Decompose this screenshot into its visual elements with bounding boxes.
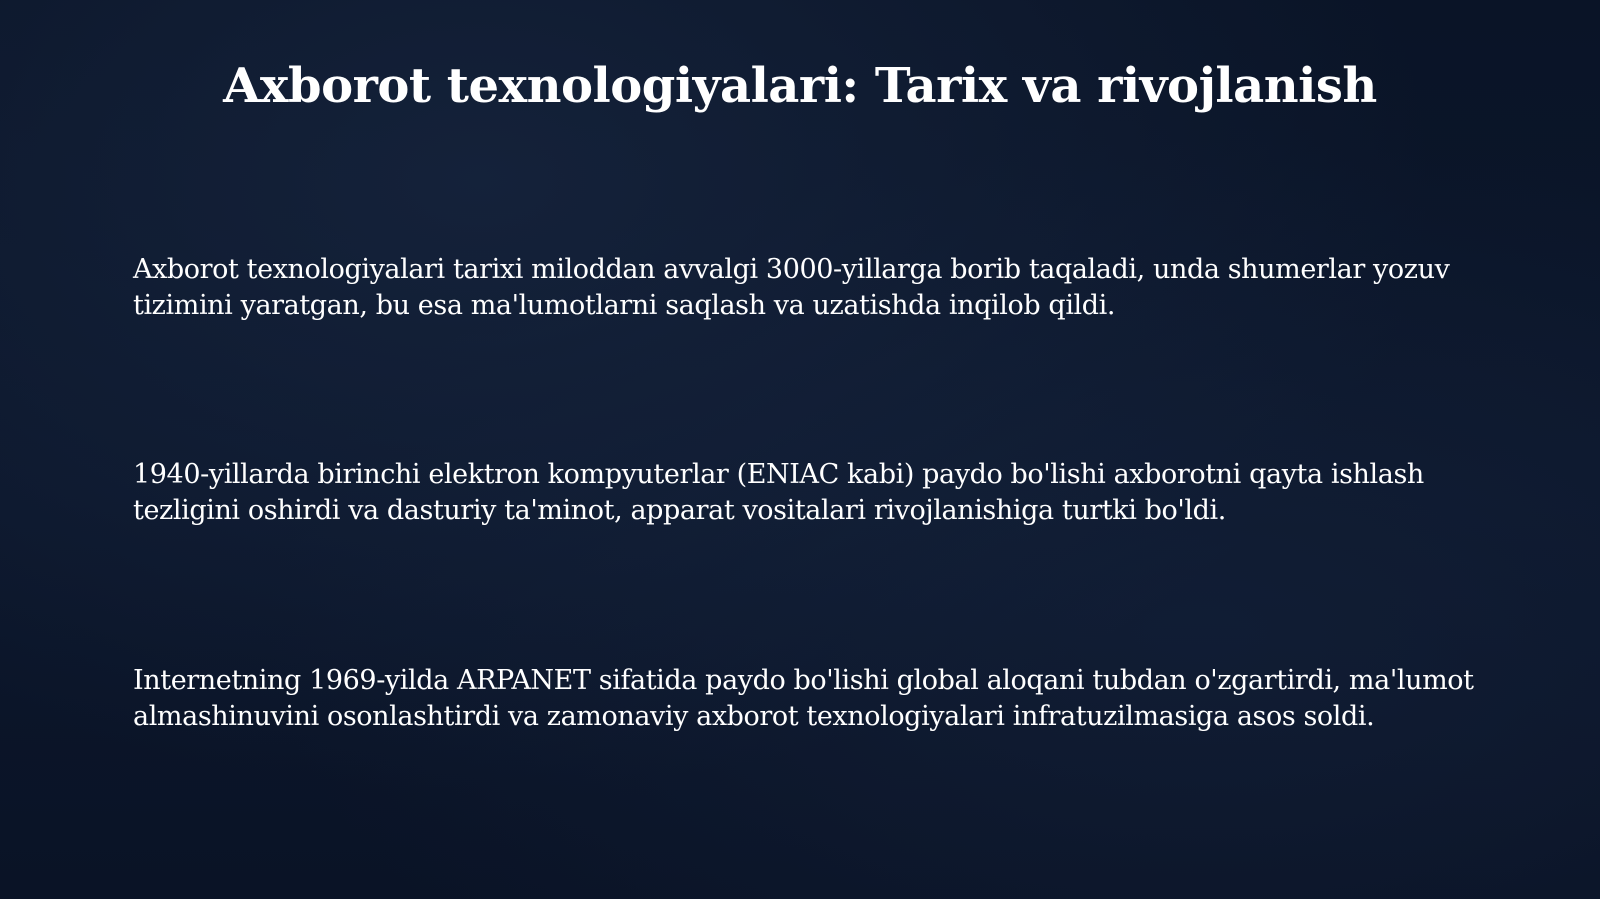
paragraph-sumerian-writing: Axborot texnologiyalari tarixi miloddan avvalgi 3000-yillarga borib taqaladi, unda shumerlar yozuv tizimini yaratgan, bu esa ma'lumotlarni saqlash va uzatishda inqilob qildi. [133, 254, 1450, 321]
slide-title: Axborot texnologiyalari: Tarix va rivojlanish [223, 58, 1377, 114]
paragraph-internet-arpanet: Internetning 1969-yilda ARPANET sifatida paydo bo'lishi global aloqani tubdan o'zgartirdi, ma'lumot almashinuvini osonlashtirdi va zamonaviy axborot texnologiyalari infratuzilmasiga asos soldi. [133, 665, 1474, 732]
paragraph-electronic-computers: 1940-yillarda birinchi elektron kompyuterlar (ENIAC kabi) paydo bo'lishi axborotni qayta ishlash tezligini oshirdi va dasturiy ta'minot, apparat vositalari rivojlanishiga turtki bo'ldi. [133, 459, 1424, 526]
